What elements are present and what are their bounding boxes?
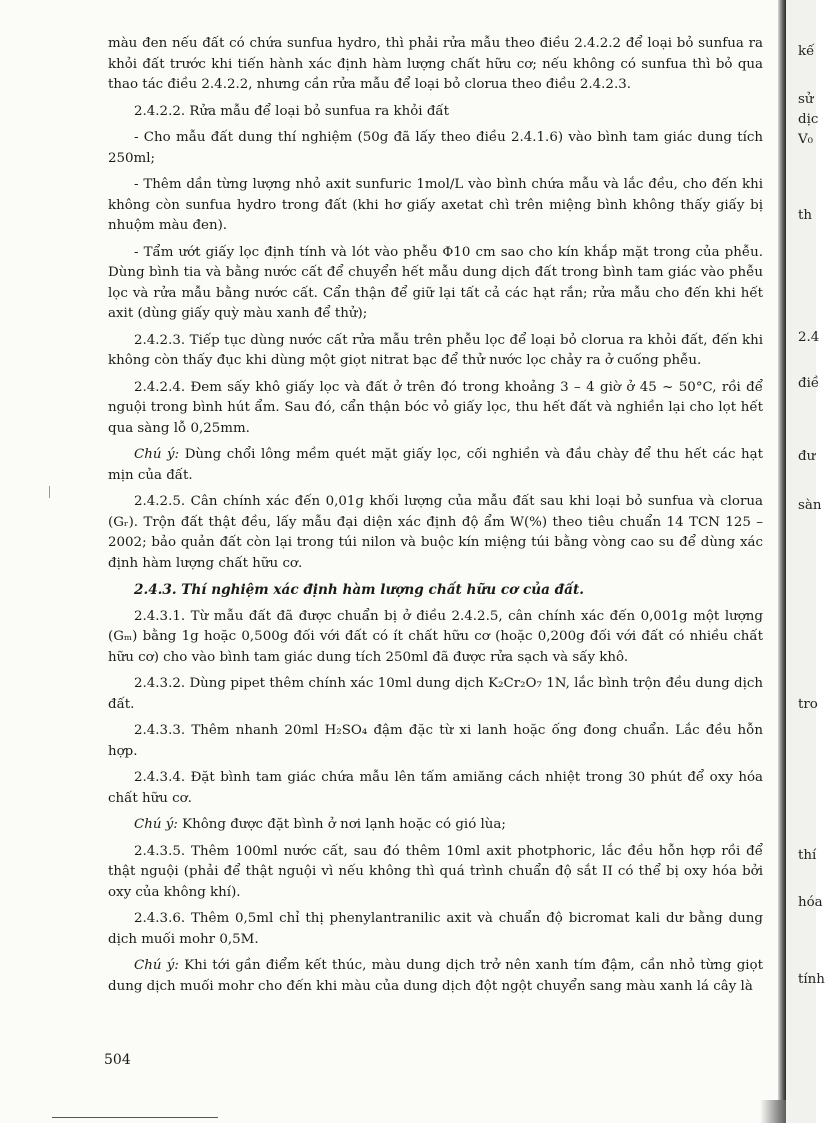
note-label: Chú ý:: [134, 817, 178, 832]
book-binding-shadow: [778, 0, 786, 1123]
note-text: Khi tới gần điểm kết thúc, màu dung dịch trở nên xanh tím đậm, cần nhỏ từng giọt dung dịch muối mohr cho đến khi màu của dung dịch đột ngột chuyển sang màu xanh lá cây là: [108, 958, 763, 994]
note-text: Không được đặt bình ở nơi lạnh hoặc có gió lùa;: [177, 817, 506, 832]
body-paragraph: - Cho mẫu đất dung thí nghiệm (50g đã lấy theo điều 2.4.1.6) vào bình tam giác dung tích 250ml;: [108, 130, 763, 166]
note-label: Chú ý:: [134, 958, 179, 973]
margin-mark: [49, 486, 50, 498]
body-paragraph: 2.4.2.3. Tiếp tục dùng nước cất rửa mẫu trên phễu lọc để loại bỏ clorua ra khỏi đất, đến khi không còn thấy đục khi dùng một giọt nitrat bạc để thử nước lọc chảy ra ở cuống phễu.: [108, 332, 763, 368]
section-heading: 2.4.3. Thí nghiệm xác định hàm lượng chất hữu cơ của đất.: [134, 582, 585, 598]
adjacent-page-text-fragment: tính: [798, 972, 825, 987]
note-paragraph: [108, 445, 763, 486]
body-paragraph: 2.4.2.2. Rửa mẫu để loại bỏ sunfua ra khỏi đất: [134, 103, 449, 119]
note-text: Dùng chổi lông mềm quét mặt giấy lọc, cối nghiền và đầu chày để thu hết các hạt mịn của đất.: [108, 447, 764, 483]
adjacent-page-text-fragment: V₀: [798, 132, 814, 147]
adjacent-page-text-fragment: th: [798, 208, 813, 223]
note-paragraph: [108, 815, 763, 836]
adjacent-page-text-fragment: hóa: [798, 895, 823, 910]
note-label: Chú ý:: [134, 447, 180, 462]
adjacent-page-text-fragment: điề: [798, 376, 820, 391]
adjacent-page-text-fragment: đư: [798, 449, 816, 464]
adjacent-page-text-fragment: kế: [798, 44, 815, 59]
note-paragraph: [108, 956, 763, 997]
body-paragraph: 2.4.3.5. Thêm 100ml nước cất, sau đó thêm 10ml axit photphoric, lắc đều hỗn hợp rồi để thật nguội (phải để thật nguội vì nếu không thì quá trình chuẩn độ sắt II có thể bị oxy hóa bởi oxy của không khí).: [108, 843, 763, 900]
page-body-text: [108, 34, 763, 1003]
adjacent-page-text-fragment: dịc: [798, 112, 819, 127]
adjacent-page-text-fragment: tro: [798, 697, 818, 712]
page-number: 504: [104, 1052, 131, 1068]
adjacent-page-text-fragment: sàn: [798, 498, 822, 513]
adjacent-page-text-fragment: thí: [798, 848, 817, 863]
adjacent-page-strip: [786, 0, 825, 1123]
body-paragraph: 2.4.2.5. Cân chính xác đến 0,01g khối lượng của mẫu đất sau khi loại bỏ sunfua và clorua (Gᵣ). Trộn đất thật đều, lấy mẫu đại diện xác định độ ẩm W(%) theo tiêu chuẩn 14 TCN 125 – 2002; bảo quản đất còn lại trong túi nilon và buộc kín miệng túi bằng vòng cao su để dùng xác định hàm lượng chất hữu cơ.: [108, 494, 763, 571]
adjacent-page-text-fragment: sử: [798, 92, 814, 107]
body-paragraph: màu đen nếu đất có chứa sunfua hydro, thì phải rửa mẫu theo điều 2.4.2.2 để loại bỏ sunfua ra khỏi đất trước khi tiến hành xác định hàm lượng chất hữu cơ; nếu không có sunfua thì bỏ qua thao tác điều 2.4.2.2, nhưng cần rửa mẫu để loại bỏ clorua theo điều 2.4.2.3.: [108, 36, 763, 92]
body-paragraph: - Thêm dần từng lượng nhỏ axit sunfuric 1mol/L vào bình chứa mẫu và lắc đều, cho đến khi không còn sunfua hydro trong đất (khi hơ giấy axetat chì trên miệng bình không thấy giấy bị nhuộm màu đen).: [108, 177, 763, 233]
adjacent-page-text-fragment: 2.4: [798, 330, 820, 345]
body-paragraph: 2.4.3.6. Thêm 0,5ml chỉ thị phenylantranilic axit và chuẩn độ bicromat kali dư bằng dung dịch muối mohr 0,5M.: [108, 911, 763, 947]
body-paragraph: 2.4.3.1. Từ mẫu đất đã được chuẩn bị ở điều 2.4.2.5, cân chính xác đến 0,001g một lượng (Gₘ) bằng 1g hoặc 0,500g đối với đất có ít chất hữu cơ (hoặc 0,200g đối với đất có nhiều chất hữu cơ) cho vào bình tam giác dung tích 250ml đã được rửa sạch và sấy khô.: [108, 608, 763, 665]
body-paragraph: 2.4.3.3. Thêm nhanh 20ml H₂SO₄ đậm đặc từ xi lanh hoặc ống đong chuẩn. Lắc đều hỗn hợp.: [108, 723, 763, 759]
body-paragraph: 2.4.3.4. Đặt bình tam giác chứa mẫu lên tấm amiăng cách nhiệt trong 30 phút để oxy hóa chất hữu cơ.: [108, 770, 763, 806]
body-paragraph: 2.4.2.4. Đem sấy khô giấy lọc và đất ở trên đó trong khoảng 3 – 4 giờ ở 45 ~ 50°C, rồi để nguội trong bình hút ẩm. Sau đó, cẩn thận bóc vỏ giấy lọc, thu hết đất và nghiền lại cho lọt hết qua sàng lỗ 0,25mm.: [108, 379, 763, 436]
body-paragraph: - Tẩm ướt giấy lọc định tính và lót vào phễu Φ10 cm sao cho kín khắp mặt trong của phễu. Dùng bình tia và bằng nước cất để chuyển hết mẫu dung dịch đất trong bình tam giác vào phễu lọc và rửa mẫu bằng nước cất. Cẩn thận để giữ lại tất cả các hạt rắn; rửa mẫu cho đến khi hết axit (dùng giấy quỳ màu xanh để thử);: [108, 244, 763, 321]
footer-rule: [52, 1117, 218, 1118]
body-paragraph: 2.4.3.2. Dùng pipet thêm chính xác 10ml dung dịch K₂Cr₂O₇ 1N, lắc bình trộn đều dung dịch đất.: [108, 676, 763, 712]
